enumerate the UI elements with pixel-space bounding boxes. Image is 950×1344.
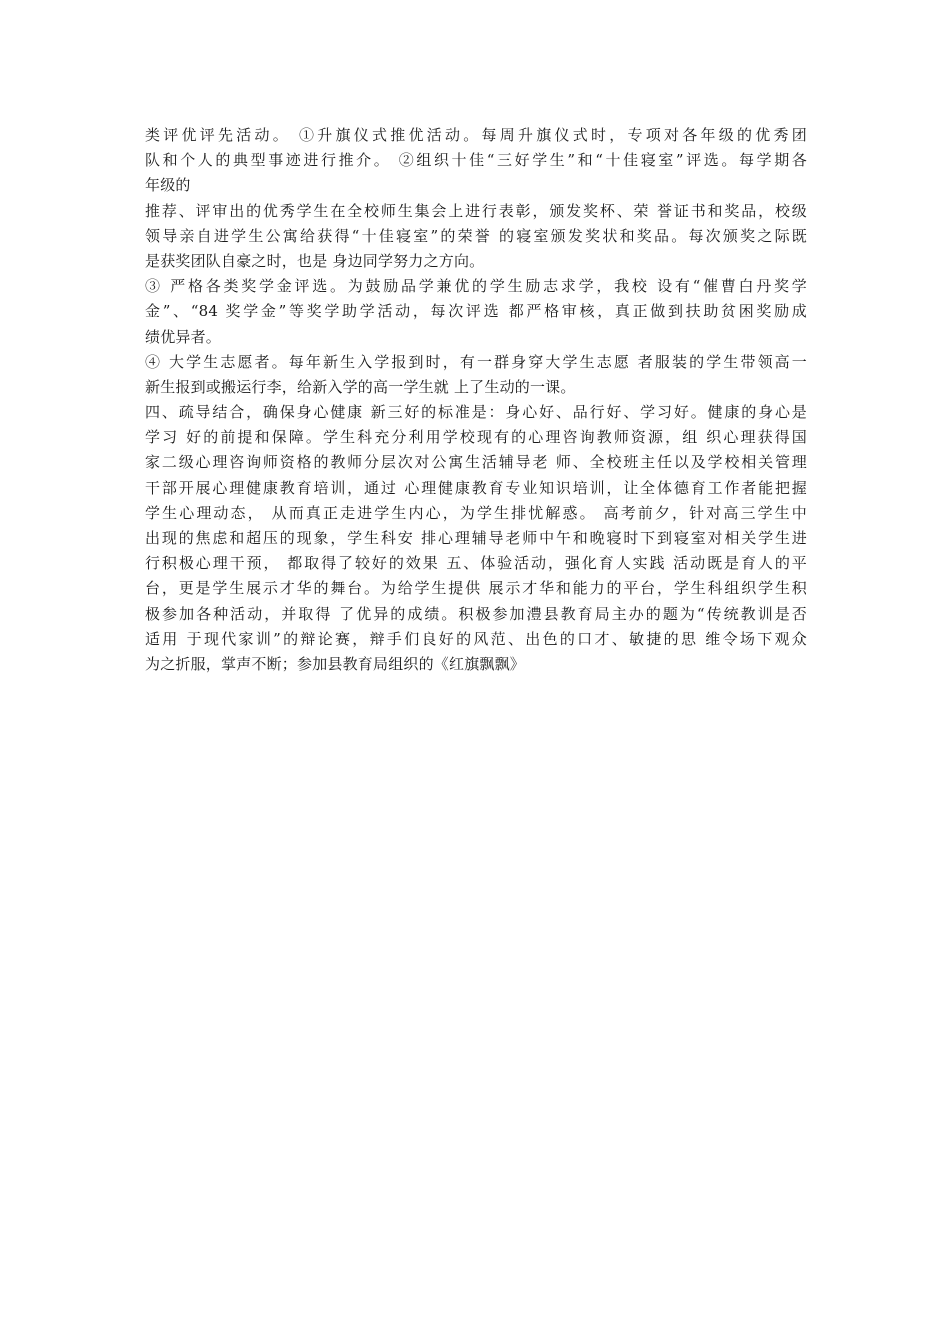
text-line: 绩优异者。 bbox=[145, 327, 222, 346]
text-line: 学生心理动态， 从而真正走进学生内心，为学生排忧解惑。 高考前夕，针对高三学生中 bbox=[145, 503, 807, 522]
document-body bbox=[145, 123, 807, 677]
text-line: 干部开展心理健康教育培训，通过 心理健康教育专业知识培训，让全体德育工作者能把握 bbox=[145, 478, 807, 497]
text-line: 适用 于现代家训”的辩论赛，辩手们良好的风范、出色的口才、敏捷的思 维令场下观众 bbox=[145, 629, 807, 648]
text-line: 年级的 bbox=[145, 176, 191, 195]
text-line: 为之折服，掌声不断；参加县教育局组织的《红旗飘飘》 bbox=[145, 654, 526, 673]
text-line: 类评优评先活动。 ①升旗仪式推优活动。每周升旗仪式时，专项对各年级的优秀团 bbox=[145, 126, 807, 144]
text-line: 学习 好的前提和保障。学生科充分利用学校现有的心理咨询教师资源，组 织心理获得国 bbox=[145, 428, 807, 447]
text-line: 台，更是学生展示才华的舞台。为给学生提供 展示才华和能力的平台，学生科组织学生积 bbox=[145, 579, 807, 598]
text-line: 是获奖团队自豪之时，也是 身边同学努力之方向。 bbox=[145, 251, 485, 270]
text-line: 家二级心理咨询师资格的教师分层次对公寓生活辅导老 师、全校班主任以及学校相关管理 bbox=[145, 453, 807, 472]
text-line: 四、疏导结合，确保身心健康 新三好的标准是：身心好、品行好、学习好。健康的身心是 bbox=[145, 403, 807, 422]
text-line: 新生报到或搬运行李，给新入学的高一学生就 上了生动的一课。 bbox=[145, 377, 576, 396]
text-line: 极参加各种活动，并取得 了优异的成绩。积极参加澧县教育局主办的题为“传统教训是否 bbox=[145, 604, 807, 623]
text-line: ④ 大学生志愿者。每年新生入学报到时，有一群身穿大学生志愿 者服装的学生带领高一 bbox=[145, 352, 807, 371]
text-line: 队和个人的典型事迹进行推介。 ②组织十佳“三好学生”和“十佳寝室”评选。每学期各 bbox=[145, 151, 807, 170]
text-line: 金”、“84 奖学金”等奖学助学活动，每次评选 都严格审核，真正做到扶助贫困奖励成 bbox=[145, 302, 807, 321]
text-line: ③ 严格各类奖学金评选。为鼓励品学兼优的学生励志求学，我校 设有“催曹白丹奖学 bbox=[145, 277, 807, 296]
text-line: 行积极心理干预， 都取得了较好的效果 五、体验活动，强化育人实践 活动既是育人的平 bbox=[145, 554, 807, 573]
text-line: 领导亲自进学生公寓给获得“十佳寝室”的荣誉 的寝室颁发奖状和奖品。每次颁奖之际既 bbox=[145, 226, 807, 245]
text-line: 推荐、评审出的优秀学生在全校师生集会上进行表彰，颁发奖杯、荣 誉证书和奖品，校级 bbox=[145, 201, 807, 220]
text-line: 出现的焦虑和超压的现象，学生科安 排心理辅导老师中午和晚寝时下到寝室对相关学生进 bbox=[145, 529, 807, 547]
